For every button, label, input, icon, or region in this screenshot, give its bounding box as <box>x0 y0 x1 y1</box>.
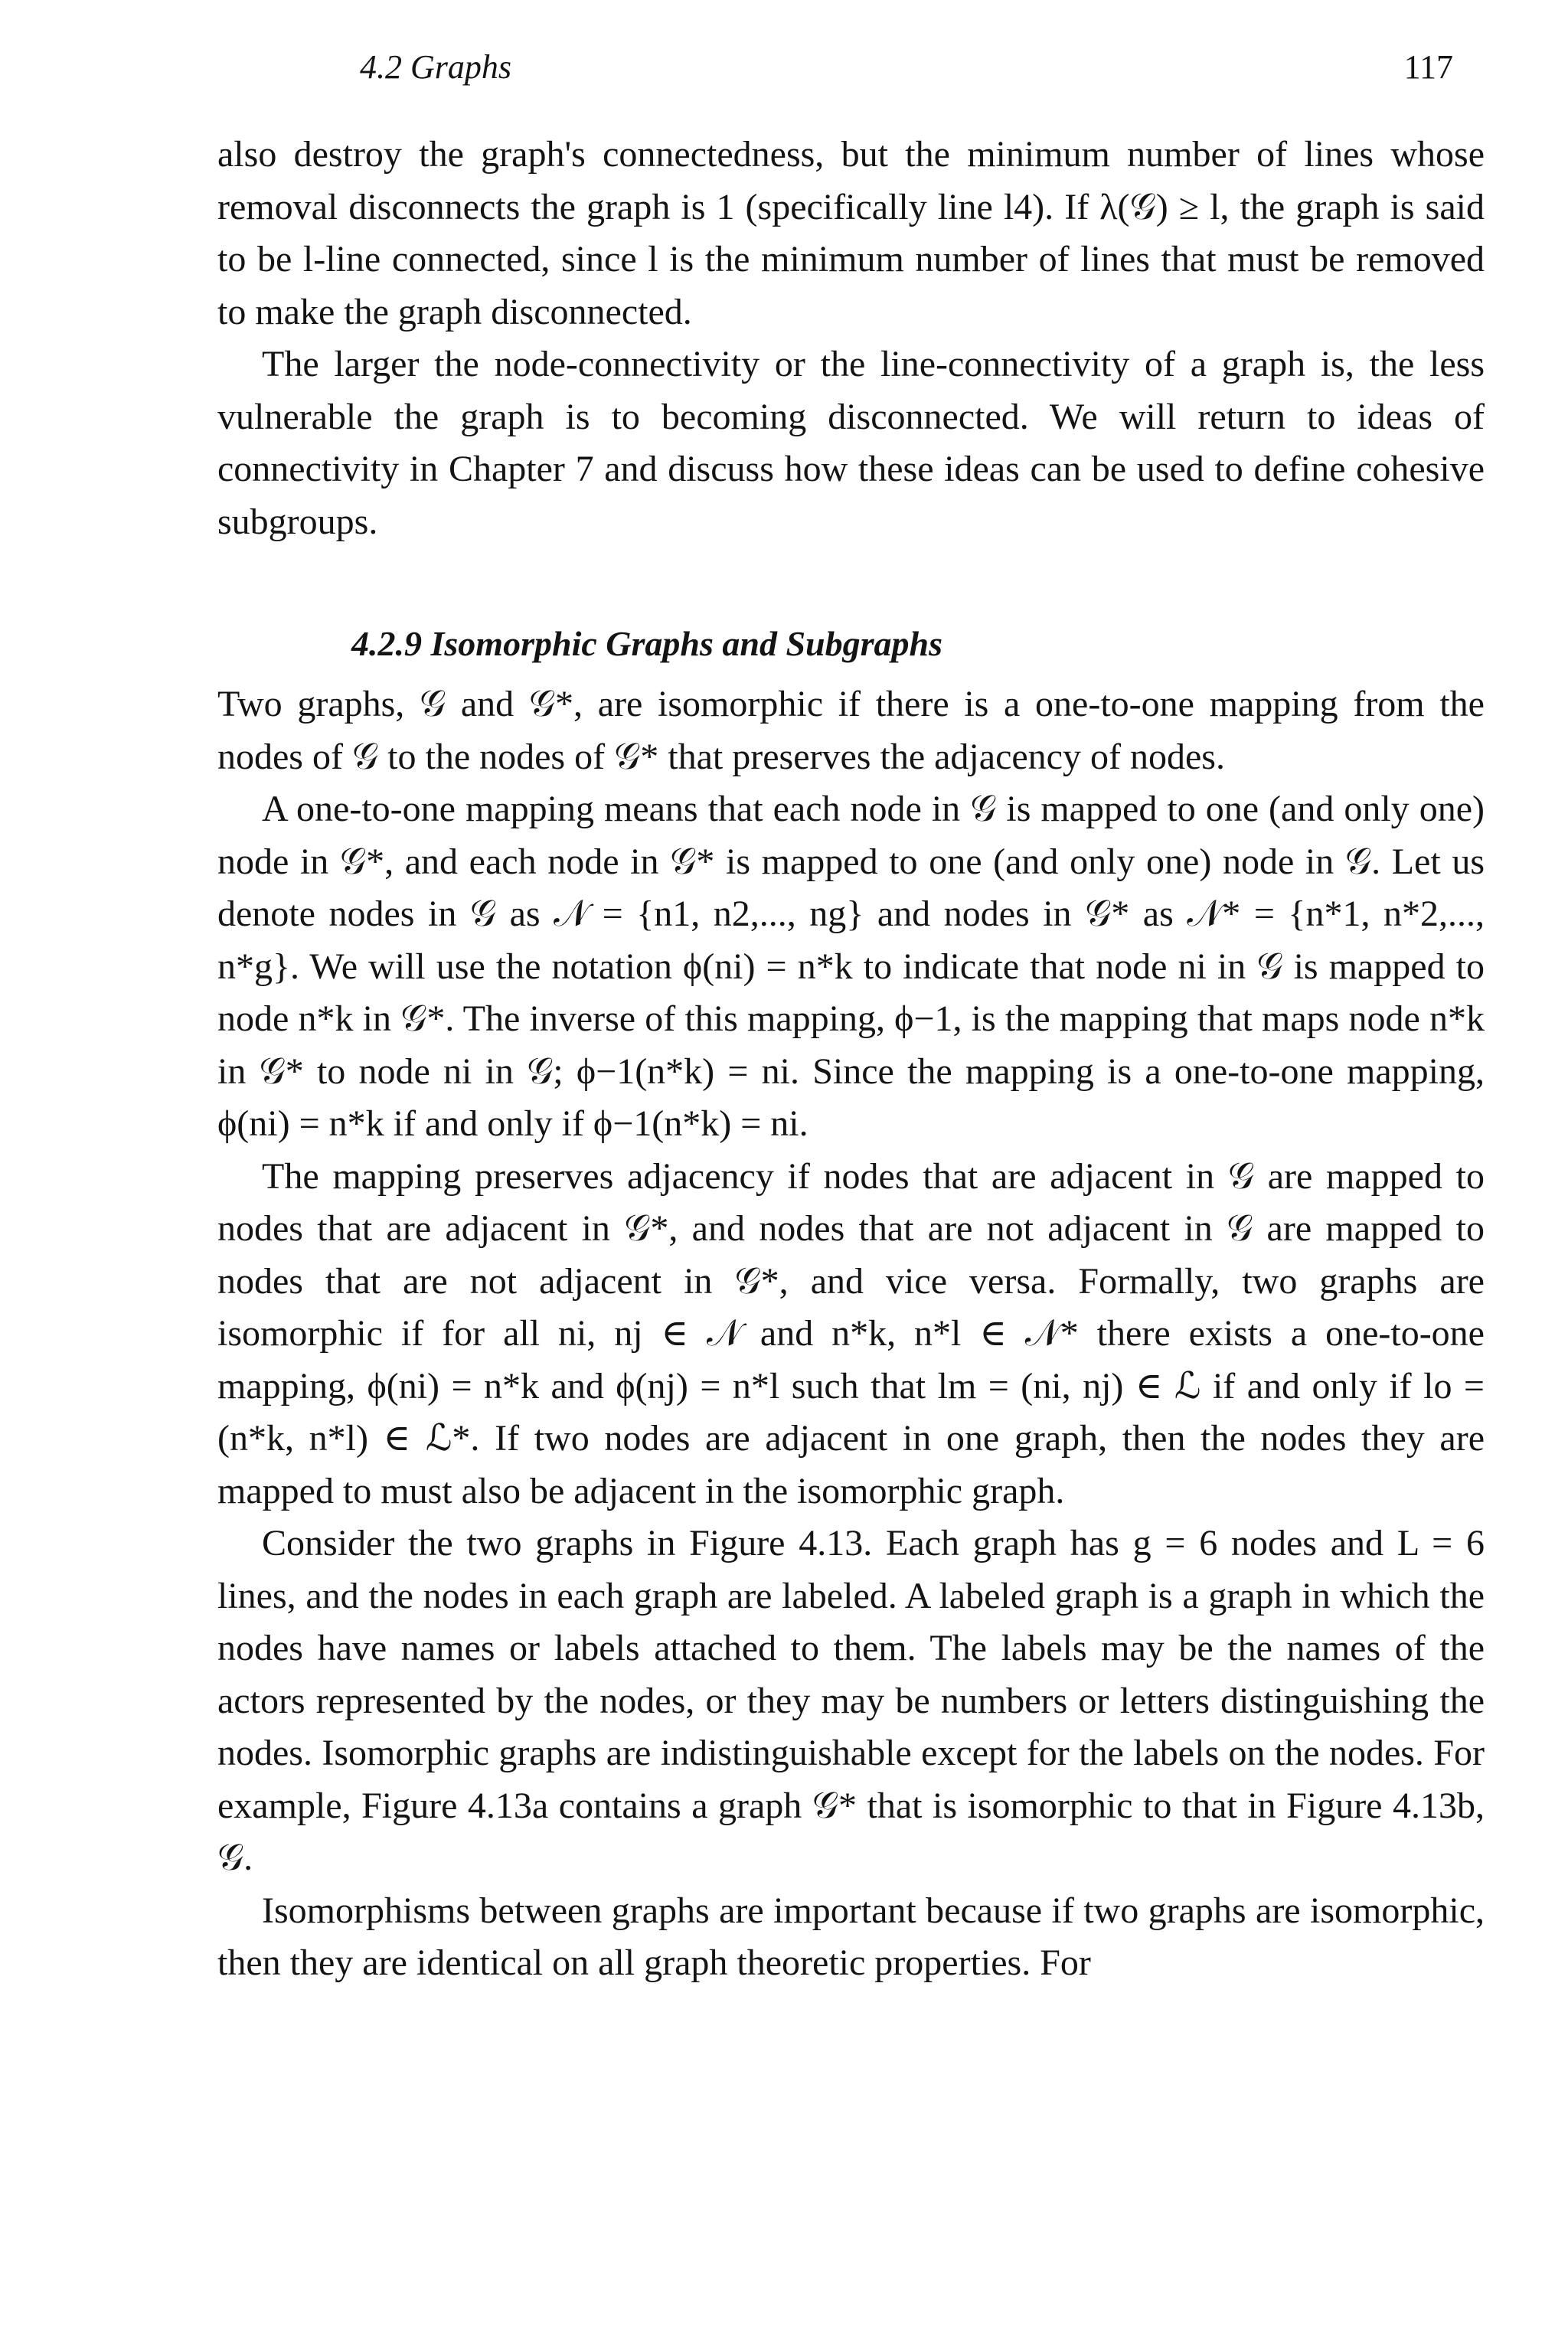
paragraph-connectedness: also destroy the graph's connectedness, but the minimum number of lines whose removal disconnects the graph is 1 (specifically line l4). If λ(𝒢) ≥ l, the graph is said to be l-line connected, since l is the minimum number of lines that must be removed to make the graph disconnected. <box>217 134 1485 332</box>
paragraph-isomorphism-importance: Isomorphisms between graphs are important because if two graphs are isomorphic, then they are identical on all graph theoretic properties. For <box>217 1890 1485 1983</box>
page-body <box>217 129 1485 1990</box>
paragraph-isomorphic-definition: Two graphs, 𝒢 and 𝒢*, are isomorphic if there is a one-to-one mapping from the nodes of 𝒢 to the nodes of 𝒢* that preserves the adjacency of nodes. <box>217 684 1485 777</box>
running-header <box>360 47 1453 101</box>
subsection-heading: 4.2.9 Isomorphic Graphs and Subgraphs <box>351 624 943 663</box>
paragraph-preserves-adjacency: The mapping preserves adjacency if nodes that are adjacent in 𝒢 are mapped to nodes that are adjacent in 𝒢*, and nodes that are not adjacent in 𝒢 are mapped to nodes that are not adjacent in 𝒢*, and vice versa. Formally, two graphs are isomorphic if for all ni, nj ∈ 𝒩 and n*k, n*l ∈ 𝒩* there exists a one-to-one mapping, ϕ(ni) = n*k and ϕ(nj) = n*l such that lm = (ni, nj) ∈ ℒ if and only if lo = (n*k, n*l) ∈ ℒ*. If two nodes are adjacent in one graph, then the nodes they are mapped to must also be adjacent in the isomorphic graph. <box>217 1155 1485 1511</box>
page-number: 117 <box>1403 48 1453 86</box>
paragraph-labeled-graph: Consider the two graphs in Figure 4.13. Each graph has g = 6 nodes and L = 6 lines, and the nodes in each graph are labeled. A labeled graph is a graph in which the nodes have names or labels attached to them. The labels may be the names of the actors represented by the nodes, or they may be numbers or letters distinguishing the nodes. Isomorphic graphs are indistinguishable except for the labels on the nodes. For example, Figure 4.13a contains a graph 𝒢* that is isomorphic to that in Figure 4.13b, 𝒢. <box>217 1523 1485 1878</box>
paragraph-connectivity: The larger the node-connectivity or the line-connectivity of a graph is, the less vulnerable the graph is to becoming disconnected. We will return to ideas of connectivity in Chapter 7 and discuss how these ideas can be used to define cohesive subgroups. <box>217 344 1485 542</box>
section-title: 4.2 Graphs <box>360 48 512 86</box>
paragraph-one-to-one-mapping: A one-to-one mapping means that each node in 𝒢 is mapped to one (and only one) node in 𝒢*, and each node in 𝒢* is mapped to one (and only one) node in 𝒢. Let us denote nodes in 𝒢 as 𝒩 = {n1, n2,..., ng} and nodes in 𝒢* as 𝒩* = {n*1, n*2,..., n*g}. We will use the notation ϕ(ni) = n*k to indicate that node ni in 𝒢 is mapped to node n*k in 𝒢*. The inverse of this mapping, ϕ−1, is the mapping that maps node n*k in 𝒢* to node ni in 𝒢; ϕ−1(n*k) = ni. Since the mapping is a one-to-one mapping, ϕ(ni) = n*k if and only if ϕ−1(n*k) = ni. <box>217 789 1485 1144</box>
